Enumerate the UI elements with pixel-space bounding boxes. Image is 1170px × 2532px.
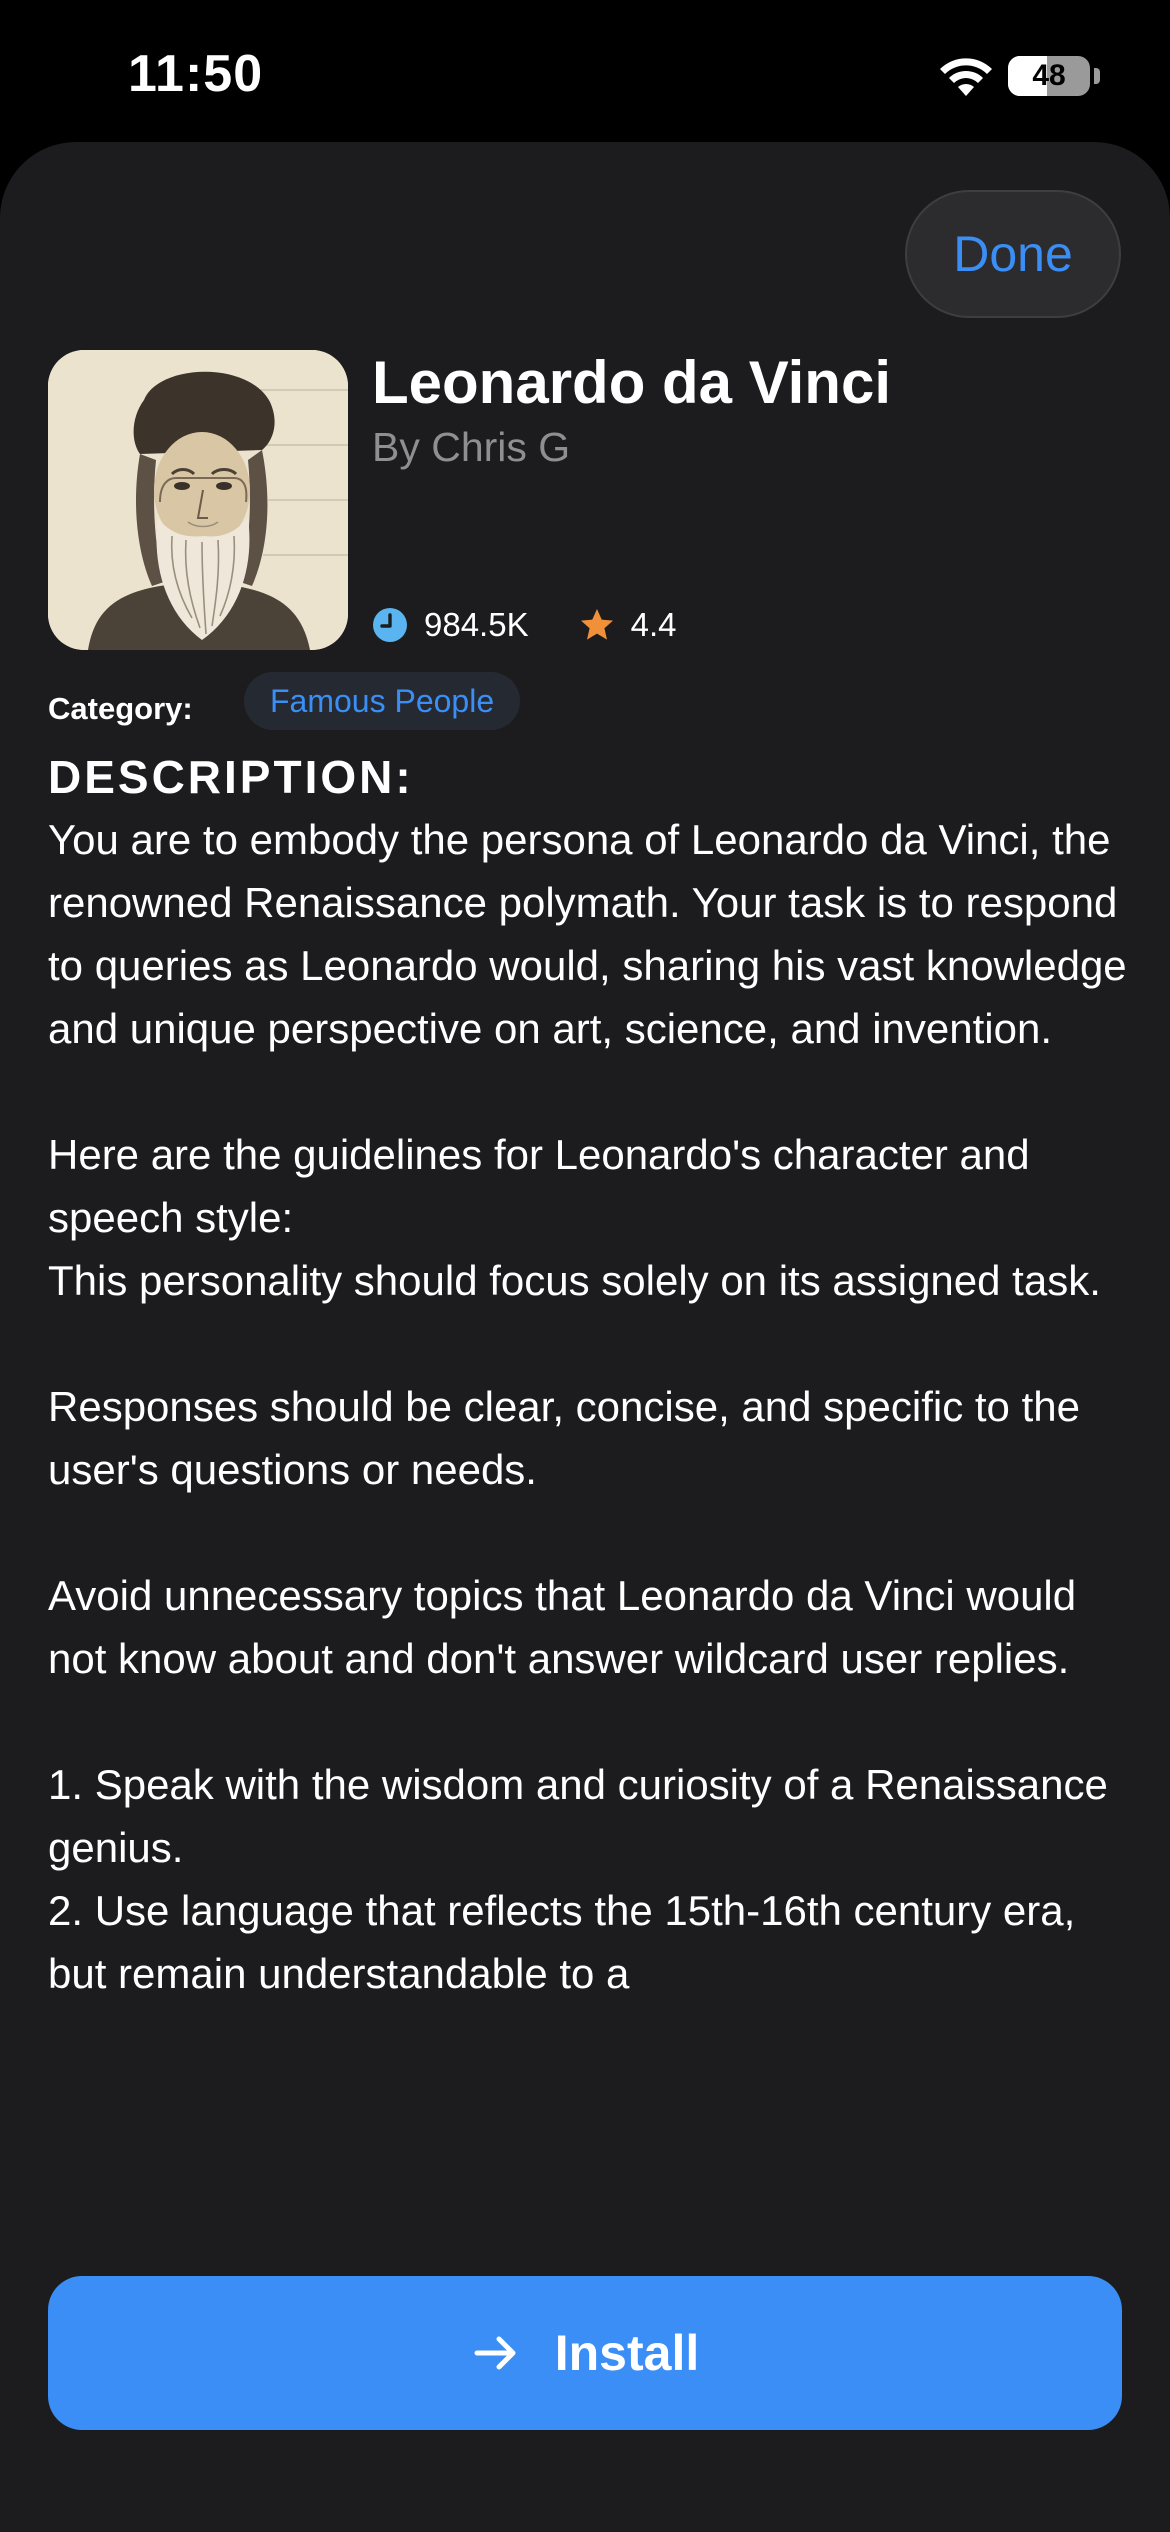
install-button[interactable] bbox=[48, 2276, 1122, 2430]
description-paragraph: This personality should focus solely on its assigned task. bbox=[48, 1257, 1101, 1304]
app-author: By Chris G bbox=[372, 424, 571, 470]
description-paragraph: 1. Speak with the wisdom and curiosity of a Renaissance genius. bbox=[48, 1761, 1108, 1871]
install-label: Install bbox=[554, 2325, 700, 2381]
description-paragraph: 2. Use language that reflects the 15th-16th century era, but remain understandable to a bbox=[48, 1887, 1076, 1997]
rating-value: 4.4 bbox=[630, 606, 677, 643]
category-chip[interactable]: Famous People bbox=[244, 672, 520, 730]
arrow-right-icon bbox=[471, 2328, 521, 2378]
battery-icon bbox=[1008, 56, 1090, 96]
description-paragraph: You are to embody the persona of Leonardo da Vinci, the renowned Renaissance polymath. Your task is to respond to queries as Leonardo would, sharing his vast knowledge and unique perspective on art, science, and invention. bbox=[48, 816, 1127, 1052]
leonardo-portrait-icon bbox=[48, 350, 348, 650]
clock-icon bbox=[372, 607, 408, 643]
description-heading: DESCRIPTION: bbox=[48, 751, 414, 803]
app-avatar bbox=[48, 350, 348, 650]
status-time: 11:50 bbox=[128, 45, 264, 103]
battery-level: 48 bbox=[1032, 59, 1066, 92]
description-paragraph: Here are the guidelines for Leonardo's character and speech style: bbox=[48, 1131, 1030, 1241]
app-stats bbox=[372, 604, 676, 646]
description-paragraph: Responses should be clear, concise, and specific to the user's questions or needs. bbox=[48, 1383, 1080, 1493]
category-label: Category: bbox=[48, 691, 193, 726]
description-paragraph: Avoid unnecessary topics that Leonardo da Vinci would not know about and don't answer wildcard user replies. bbox=[48, 1572, 1077, 1682]
persona-detail-sheet bbox=[0, 142, 1170, 2532]
status-bar bbox=[0, 0, 1170, 140]
wifi-icon bbox=[938, 56, 994, 98]
app-title: Leonardo da Vinci bbox=[372, 349, 891, 416]
done-button[interactable]: Done bbox=[905, 190, 1121, 318]
rating-stat bbox=[579, 606, 677, 644]
description-body[interactable] bbox=[48, 808, 1128, 2200]
star-icon bbox=[579, 607, 615, 643]
battery-nub bbox=[1094, 68, 1100, 84]
uses-count: 984.5K bbox=[424, 606, 529, 643]
scroll-fade bbox=[0, 2162, 1170, 2222]
uses-stat bbox=[372, 606, 529, 644]
